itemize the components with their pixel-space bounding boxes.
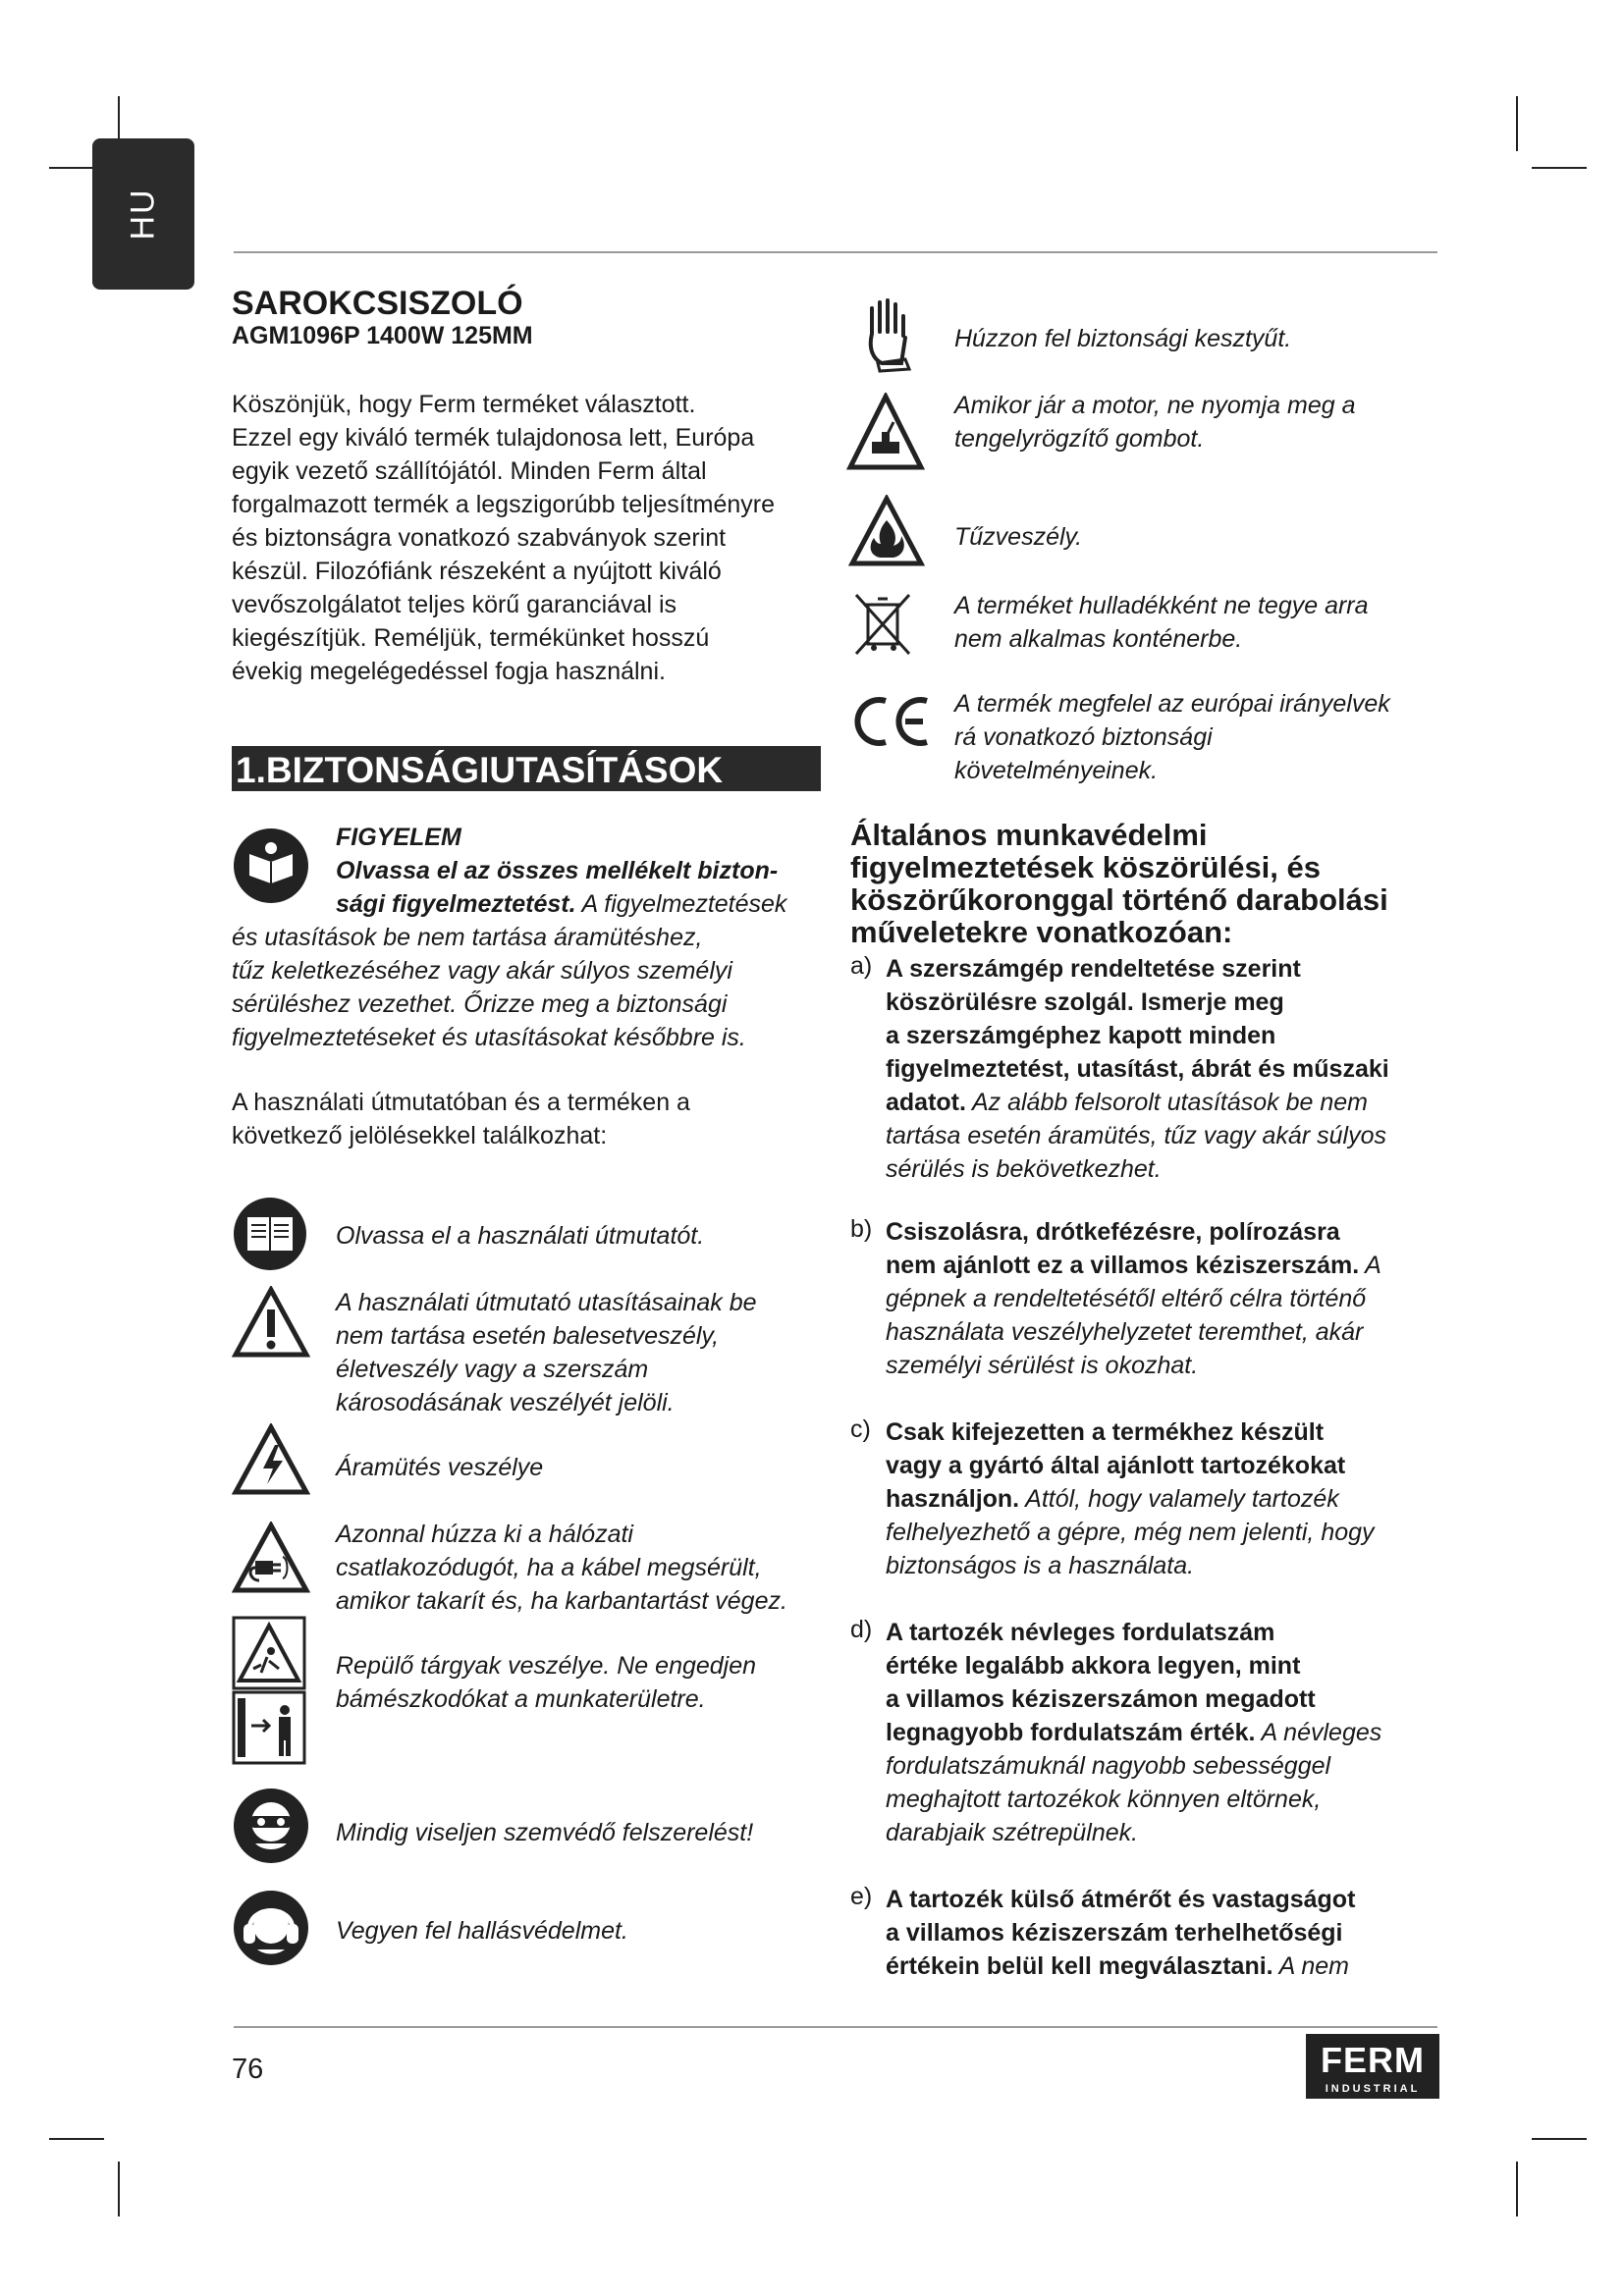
crossed-bin-icon xyxy=(850,589,915,660)
symbol-text: Áramütés veszélye xyxy=(336,1454,544,1481)
crop-mark xyxy=(1532,167,1587,169)
symbols-intro: A használati útmutatóban és a terméken a következő jelölésekkel találkozhat: xyxy=(232,1089,690,1149)
symbol-text: Tűzveszély. xyxy=(954,523,1083,551)
symbol-text: Repülő tárgyak veszélye. Ne engedjen bámészkodókat a munkaterületre. xyxy=(336,1652,757,1713)
list-item: A szerszámgép rendeltetése szerint köszörülésre szolgál. Ismerje meg a szerszámgéphez kapott minden figyelmeztetést, utasítást, ábrát és műszaki adatot. Az alább felsorolt utasítások be nem tartása esetén áramütés, tűz vagy akár súlyos sérülés is bekövetkezhet. xyxy=(886,955,1389,1183)
symbol-text: Olvassa el a használati útmutatót. xyxy=(336,1222,705,1250)
warning-paragraph: és utasítások be nem tartása áramütéshez, tűz keletkezéséhez vagy akár súlyos személyi sérüléshez vezethet. Őrizze meg a biztonsági figyelmeztetéseket és utasításokat későbbre is. xyxy=(232,924,746,1051)
warning-bold-line: Olvassa el az összes mellékelt bizton- xyxy=(336,857,779,884)
eye-protection-icon xyxy=(232,1787,310,1865)
list-letter: c) xyxy=(850,1415,871,1443)
unplug-icon xyxy=(232,1522,310,1594)
symbol-text: Húzzon fel biztonsági kesztyűt. xyxy=(954,325,1292,352)
read-manual-icon xyxy=(232,827,310,905)
general-warnings-heading: Általános munkavédelmi figyelmeztetések köszörülési, és köszörűkoronggal történő darabolási műveletekre vonatkozóan: xyxy=(850,818,1388,949)
symbol-text: A használati útmutató utasításainak be nem tartása esetén balesetveszély, életveszély vagy a szerszám károsodásának veszélyét jelöli. xyxy=(336,1289,757,1416)
list-item: A tartozék külső átmérőt és vastagságot a villamos kéziszerszám terhelhetőségi értékein belül kell megválasztani. A nem xyxy=(886,1886,1356,1980)
ferm-logo: FERM INDUSTRIAL xyxy=(1306,2034,1439,2099)
list-letter: b) xyxy=(850,1215,873,1243)
crop-mark xyxy=(49,2138,104,2140)
gloves-icon xyxy=(858,294,919,373)
list-letter: e) xyxy=(850,1883,873,1910)
electric-shock-icon xyxy=(232,1423,310,1496)
ce-mark-icon xyxy=(850,693,931,750)
list-item: A tartozék névleges fordulatszám értéke legalább akkora legyen, mint a villamos kéziszerszámon megadott legnagyobb fordulatszám érték. A névleges fordulatszámuknál nagyobb sebességgel meghajtott tartozékok könnyen eltörnek, darabjaik szétrepülnek. xyxy=(886,1619,1382,1846)
fire-hazard-icon xyxy=(848,495,925,567)
list-item: Csak kifejezetten a termékhez készült vagy a gyártó által ajánlott tartozékokat használjon. Attól, hogy valamely tartozék felhelyezhető a gépre, még nem jelenti, hogy biztonságos is a használata. xyxy=(886,1418,1375,1579)
page-number: 76 xyxy=(232,2054,264,2085)
symbol-text: A terméket hulladékként ne tegye arra nem alkalmas konténerbe. xyxy=(954,592,1369,653)
language-code: HU xyxy=(124,187,162,240)
intro-paragraph: Köszönjük, hogy Ferm terméket választott. Ezzel egy kiváló termék tulajdonosa lett, Európa egyik vezető szállítójától. Minden Ferm által forgalmazott termék a legszigorúbb teljesítményre és biztonságra vonatkozó szabványok szerint készül. Filozófiánk részeként a nyújtott kiváló vevőszolgálatot teljes körű garanciával is kiegészítjük. Reméljük, termékünket hosszú évekig megelégedéssel fogja használni. xyxy=(232,391,776,685)
symbol-text: Vegyen fel hallásvédelmet. xyxy=(336,1917,628,1945)
spindle-lock-icon xyxy=(846,393,925,471)
language-tab xyxy=(92,138,194,290)
crop-mark xyxy=(118,2162,120,2216)
hearing-protection-icon xyxy=(232,1889,310,1967)
crop-mark xyxy=(1532,2138,1587,2140)
list-letter: d) xyxy=(850,1616,873,1643)
crop-mark xyxy=(1516,96,1518,151)
section-heading: 1.BIZTONSÁGIUTASÍTÁSOK xyxy=(232,746,821,791)
list-letter: a) xyxy=(850,952,873,980)
warning-heading: FIGYELEM xyxy=(336,824,461,851)
model-subtitle: AGM1096P 1400W 125MM xyxy=(232,322,533,349)
bottom-rule xyxy=(234,2026,1437,2028)
crop-mark xyxy=(1516,2162,1518,2216)
list-item: Csiszolásra, drótkefézésre, polírozásra nem ajánlott ez a villamos kéziszerszám. A gépnek a rendeltetésétől eltérő célra történő használata veszélyhelyzetet teremthet, akár személyi sérülést is okozhat. xyxy=(886,1218,1381,1379)
warning-triangle-icon xyxy=(232,1286,310,1359)
symbol-text: A termék megfelel az európai irányelvek rá vonatkozó biztonsági követelményeinek. xyxy=(954,690,1390,784)
page-title: SAROKCSISZOLÓ xyxy=(232,285,523,322)
symbol-text: Amikor jár a motor, ne nyomja meg a tengelyrögzítő gombot. xyxy=(954,392,1356,453)
symbol-text: Mindig viseljen szemvédő felszerelést! xyxy=(336,1819,754,1846)
manual-icon xyxy=(232,1196,308,1272)
flying-objects-icon xyxy=(232,1616,306,1767)
top-rule xyxy=(234,251,1437,253)
symbol-text: Azonnal húzza ki a hálózati csatlakozódugót, ha a kábel megsérült, amikor takarít és, ha karbantartást végez. xyxy=(336,1521,787,1615)
warning-line: sági figyelmeztetést. A figyelmeztetések xyxy=(336,890,787,918)
